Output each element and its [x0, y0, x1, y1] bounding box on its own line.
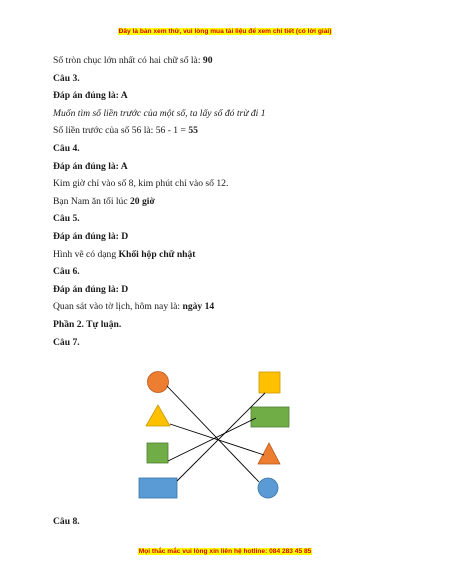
connector-line: [167, 386, 259, 482]
question-heading: Câu 6.: [53, 266, 80, 278]
section-heading: Phần 2. Tự luận.: [53, 318, 122, 330]
question-heading: Câu 8.: [53, 516, 80, 527]
shape-matching-figure: [130, 365, 305, 510]
text-line: Bạn Nam ăn tối lúc 20 giờ: [53, 195, 155, 207]
document-body: [53, 52, 413, 351]
question-heading: Câu 4.: [53, 142, 80, 154]
yellow-square: [259, 372, 280, 393]
orange-circle: [148, 372, 169, 393]
answer-line: Đáp án đúng là: A: [53, 160, 128, 172]
green-square: [147, 443, 168, 463]
text-line: Quan sát vào tờ lịch, hôm nay là: ngày 14: [53, 301, 215, 313]
answer-line: Đáp án đúng là: D: [53, 283, 129, 295]
orange-triangle: [258, 443, 280, 464]
connector-line: [168, 418, 256, 461]
text-line: Kim giờ chỉ vào số 8, kim phút chỉ vào số 12.: [53, 178, 229, 190]
answer-line: Đáp án đúng là: A: [53, 90, 128, 102]
hotline-notice: Mọi thắc mắc vui lòng xin liên hệ hotline: 084 283 45 85: [138, 548, 312, 555]
connector-line: [177, 393, 265, 481]
green-rectangle: [251, 407, 289, 427]
explanation-line: Muốn tìm số liền trước của một số, ta lấy số đó trừ đi 1: [53, 107, 266, 119]
connector-line: [170, 424, 264, 455]
yellow-triangle: [146, 405, 170, 426]
text-line: Số tròn chục lớn nhất có hai chữ số là: 90: [53, 55, 213, 66]
preview-notice: Đây là bản xem thử, vui lòng mua tài liệu để xem chi tiết (có lời giải): [118, 28, 332, 35]
question-heading: Câu 7.: [53, 336, 80, 348]
answer-line: Đáp án đúng là: D: [53, 230, 129, 242]
question-heading: Câu 5.: [53, 213, 80, 225]
text-line: Hình vẽ có dạng Khối hộp chữ nhật: [53, 248, 196, 260]
blue-circle: [258, 478, 278, 498]
blue-rectangle: [139, 478, 177, 498]
question-heading: Câu 3.: [53, 72, 80, 84]
text-line: Số liền trước của số 56 là: 56 - 1 = 55: [53, 125, 198, 137]
